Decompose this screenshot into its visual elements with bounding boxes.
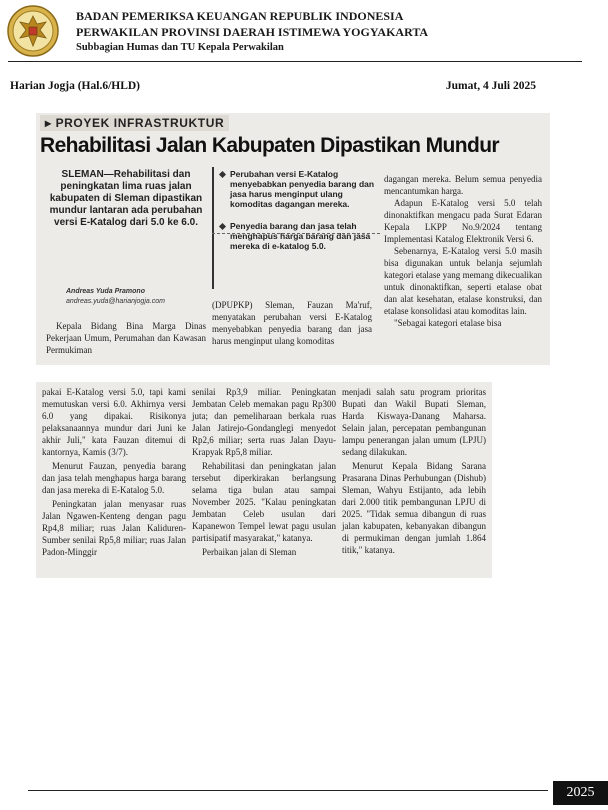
paragraph: Peningkatan jalan menyasar ruas Jalan Ngawen-Kenteng dengan pagu Rp4,8 miliar; ruas Jalan Kaliduren-Sumber senilai Rp5,8 miliar; ruas Jalan Padon-Minggir [42,499,186,557]
org-subdivision: Subbagian Humas dan TU Kepala Perwakilan [76,42,284,53]
paragraph: Rehabilitasi dan peningkatan jalan tersebut diperkirakan berlangsung selama tiga bulan atau sampai November 2025. "Kalau peningkatan Jembatan Celeb usulan dari Kapanewon Tempel lewat pagu usulan partisipatif masyarakat," katanya. [192,461,336,543]
org-division: PERWAKILAN PROVINSI DAERAH ISTIMEWA YOGYAKARTA [76,25,429,39]
paragraph: Menurut Fauzan, penyedia barang dan jasa telah menghapus harga barang dan jasa mereka di E-Katalog 5.0. [42,461,186,495]
paragraph: Perbaikan jalan di Sleman [202,547,297,557]
article-byline [66,287,165,307]
header-divider [8,61,582,62]
paragraph: dagangan mereka. Belum semua penyedia mencantumkan harga. [384,174,542,196]
news-clipping-bottom [36,382,492,578]
footer-divider [28,790,548,791]
article-column-2 [212,299,372,347]
article-headline: Rehabilitasi Jalan Kabupaten Dipastikan Mundur [40,134,499,157]
byline-email: andreas.yuda@harianjogja.com [66,298,165,305]
article-continuation-column-1 [42,386,186,560]
paragraph: menjadi salah satu program prioritas Bupati dan Wakil Bupati Sleman, Harda Kiswaya-Danang Maharsa. Selain jalan, percepatan pembangunan lampu penerangan jalan umum (LPJU) sedang dilakukan. [342,387,486,457]
article-continuation-column-3 [342,386,486,558]
paragraph: Adapun E-Katalog versi 5.0 telah dinonaktifkan mengacu pada Surat Edaran Kepala LKPP No.9/2024 tentang Implementasi Katalog Elektronik Versi 6. [384,198,542,244]
page-number-badge: 2025 [553,781,608,805]
highlight-item: Penyedia barang dan jasa telah menghapus harga barang dan jasa mereka di e-katalog 5.0. [218,221,380,251]
article-kicker-text: PROYEK INFRASTRUKTUR [55,116,225,130]
clipping-date: Jumat, 4 Juli 2025 [445,80,536,92]
garuda-emblem-icon [6,4,60,58]
article-highlights [212,169,380,259]
article-column-3 [384,173,542,329]
org-name: BADAN PEMERIKSA KEUANGAN REPUBLIK INDONESIA [76,9,404,23]
paragraph: pakai E-Katalog versi 5.0, tapi kami memutuskan versi 6.0. Akhirnya versi 6.0 yang dipakai. Risikonya pelaksanaannya mundur dari Juni ke akhir Juli," kata Fauzan ditemui di kantornya, Kamis (3/7). [42,387,186,457]
article-continuation-column-2 [192,386,336,560]
article-kicker: ▸ PROYEK INFRASTRUKTUR [40,115,229,131]
paragraph: Kepala Bidang Bina Marga Dinas Pekerjaan Umum, Perumahan dan Kawasan Permukiman [46,321,206,355]
highlight-divider [212,233,380,234]
paragraph: Menurut Kepala Bidang Sarana Prasarana Dinas Perhubungan (Dishub) Sleman, Wahyu Estijanto, ada lebih dari 2.000 titik pembangunan LPJU di 2025. "Tidak semua dibangun di ruas jalan kabupaten, kebanyakan dibangun di permukiman dengan jumlah 1.864 titik," katanya. [342,461,486,555]
clipping-source: Harian Jogja (Hal.6/HLD) [10,80,141,92]
paragraph: (DPUPKP) Sleman, Fauzan Ma'ruf, menyatakan perubahan versi E-Katalog menyebabkan penyedia barang dan jasa harus menginput ulang komoditas [212,300,372,346]
byline-name: Andreas Yuda Pramono [66,288,145,295]
article-lead: SLEMAN—Rehabilitasi dan peningkatan lima ruas jalan kabupaten di Sleman dipastikan mundur lantaran ada perubahan versi E-Katalog dari 5.0 ke 6.0. [49,169,203,228]
highlight-item: Perubahan versi E-Katalog menyebabkan penyedia barang dan jasa harus menginput ulang komoditas dagangan mereka. [218,169,380,209]
article-column-1 [46,320,206,356]
paragraph: "Sebagai kategori etalase bisa [394,318,502,328]
news-clipping-top [36,113,550,365]
organization-header [76,8,428,56]
paragraph: senilai Rp3,9 miliar. Peningkatan Jembatan Celeb memakan pagu Rp300 juta; dan pemeliharaan berkala ruas Jalan Jatirejo-Gondanglegi menyedot Rp2,6 miliar; serta ruas Jalan Dayu-Krapyak Rp5,8 miliar. [192,387,336,457]
paragraph: Sebenarnya, E-Katalog versi 5.0 masih bisa digunakan untuk belanja sejumlah kategori etalase yang memang dikecualikan untuk dinonaktifkan, seperti etalase obat dan alat kesehatan, etalase konstruksi, dan etalase konsolidasi atau komoditas lain. [384,246,542,316]
